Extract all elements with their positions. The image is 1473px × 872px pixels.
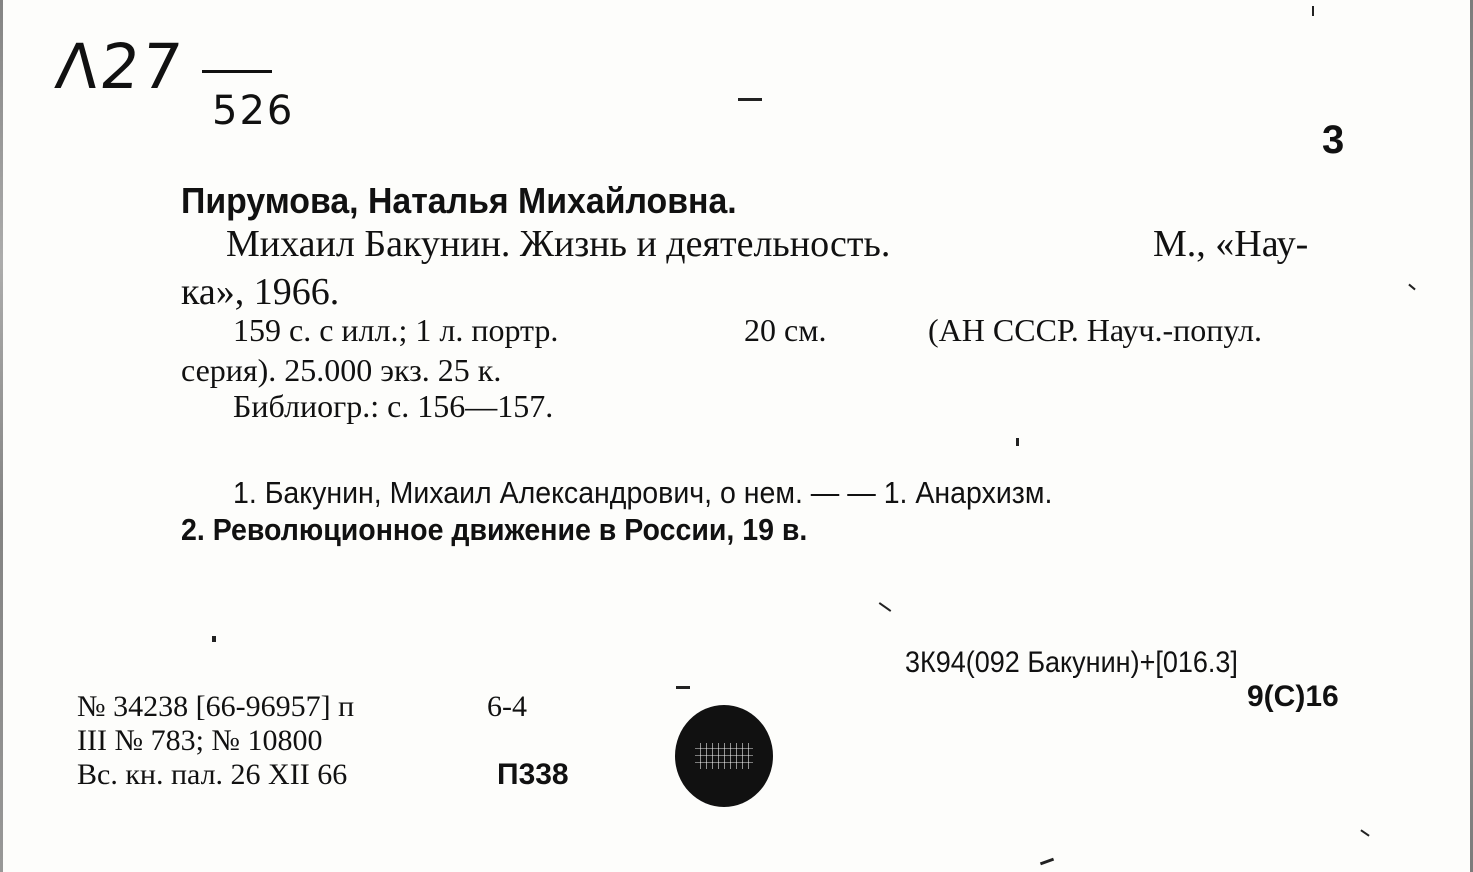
title-line: Михаил Бакунин. Жизнь и деятельность. [226, 223, 891, 265]
card-left-edge [0, 0, 3, 872]
handwritten-fraction-line [202, 70, 272, 73]
speck-mark [1016, 438, 1019, 446]
handwritten-sub-number: 526 [212, 88, 295, 134]
book-chamber-date: Вс. кн. пал. 26 XII 66 [77, 758, 348, 791]
order-number: III № 783; № 10800 [77, 724, 323, 757]
publisher-line: М., «Нау- [1153, 223, 1309, 265]
author-heading: Пирумова, Наталья Михайловна. [181, 180, 737, 221]
record-code: 6-4 [487, 690, 527, 723]
classification-index-2: 9(С)16 [1247, 680, 1339, 713]
record-number: № 34238 [66-96957] п [77, 690, 355, 723]
speck-mark [1408, 284, 1415, 291]
punch-hole-texture [695, 743, 753, 769]
collation-pages: 159 с. с илл.; 1 л. портр. [233, 312, 559, 348]
punch-hole-mark [675, 705, 773, 807]
speck-mark [676, 686, 690, 689]
speck-mark [738, 98, 762, 101]
subject-tracing: 1. Бакунин, Михаил Александрович, о нем. — — 1. Анархизм. [233, 475, 1053, 510]
series-note: (АН СССР. Науч.-попул. [928, 312, 1262, 348]
bibliography-note: Библиогр.: с. 156—157. [233, 388, 554, 424]
speck-mark [1040, 858, 1054, 866]
handwritten-call-number: Λ27 [52, 30, 188, 103]
speck-mark [879, 602, 892, 612]
speck-mark [1360, 829, 1369, 836]
speck-mark [212, 636, 216, 642]
publisher-year: ка», 1966. [181, 271, 340, 313]
card-number: 3 [1322, 118, 1345, 162]
subject-tracing-2: 2. Революционное движение в России, 19 в. [181, 512, 808, 547]
classification-index: 3К94(092 Бакунин)+[016.3] [905, 646, 1238, 679]
collation-size: 20 см. [744, 312, 827, 348]
print-code: П338 [497, 758, 569, 791]
speck-mark [1312, 6, 1314, 16]
series-note-cont: серия). 25.000 экз. 25 к. [181, 352, 502, 388]
